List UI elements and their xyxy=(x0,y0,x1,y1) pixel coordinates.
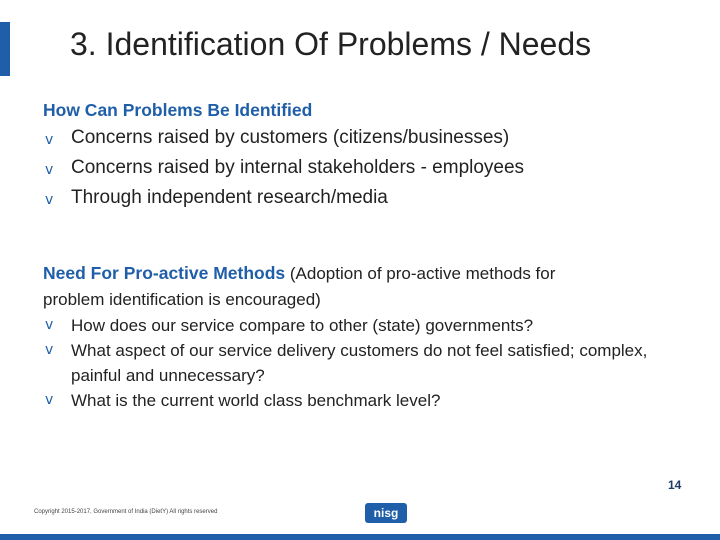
bullet-check-icon: v xyxy=(45,392,54,408)
copyright-footer: Copyright 2015-2017, Government of India (DietY) All rights reserved xyxy=(34,509,218,515)
list-item xyxy=(43,123,683,153)
page-number: 14 xyxy=(668,478,682,492)
list-item xyxy=(43,153,683,183)
bullet-check-icon: v xyxy=(45,192,54,208)
section-proactive-methods xyxy=(43,260,683,413)
section-note-continued: problem identification is encouraged) xyxy=(43,290,321,309)
bullet-text: Concerns raised by customers (citizens/businesses) xyxy=(71,127,510,148)
bullet-text: What aspect of our service delivery customers do not feel satisfied; complex, painful and unnecessary? xyxy=(71,341,648,385)
bullet-check-icon: v xyxy=(45,132,54,148)
list-item xyxy=(43,338,683,388)
bullet-check-icon: v xyxy=(45,342,54,358)
bullet-check-icon: v xyxy=(45,162,54,178)
bullet-text: Through independent research/media xyxy=(71,187,388,208)
bullet-text: How does our service compare to other (state) governments? xyxy=(71,316,534,335)
section-heading: Need For Pro-active Methods xyxy=(43,263,286,283)
section-heading: How Can Problems Be Identified xyxy=(43,100,313,120)
nisg-logo: nisg xyxy=(365,503,407,523)
list-item xyxy=(43,183,683,213)
title-accent-bar xyxy=(0,22,10,76)
bullet-check-icon: v xyxy=(45,317,54,333)
slide-title: 3. Identification Of Problems / Needs xyxy=(70,26,592,62)
section-note: (Adoption of pro-active methods for xyxy=(289,264,556,283)
list-item xyxy=(43,313,683,338)
bullet-text: Concerns raised by internal stakeholders - employees xyxy=(71,157,525,178)
section-how-identified xyxy=(43,97,683,213)
bullet-text: What is the current world class benchmark level? xyxy=(71,391,441,410)
bottom-accent-bar xyxy=(0,534,720,540)
list-item xyxy=(43,388,683,413)
